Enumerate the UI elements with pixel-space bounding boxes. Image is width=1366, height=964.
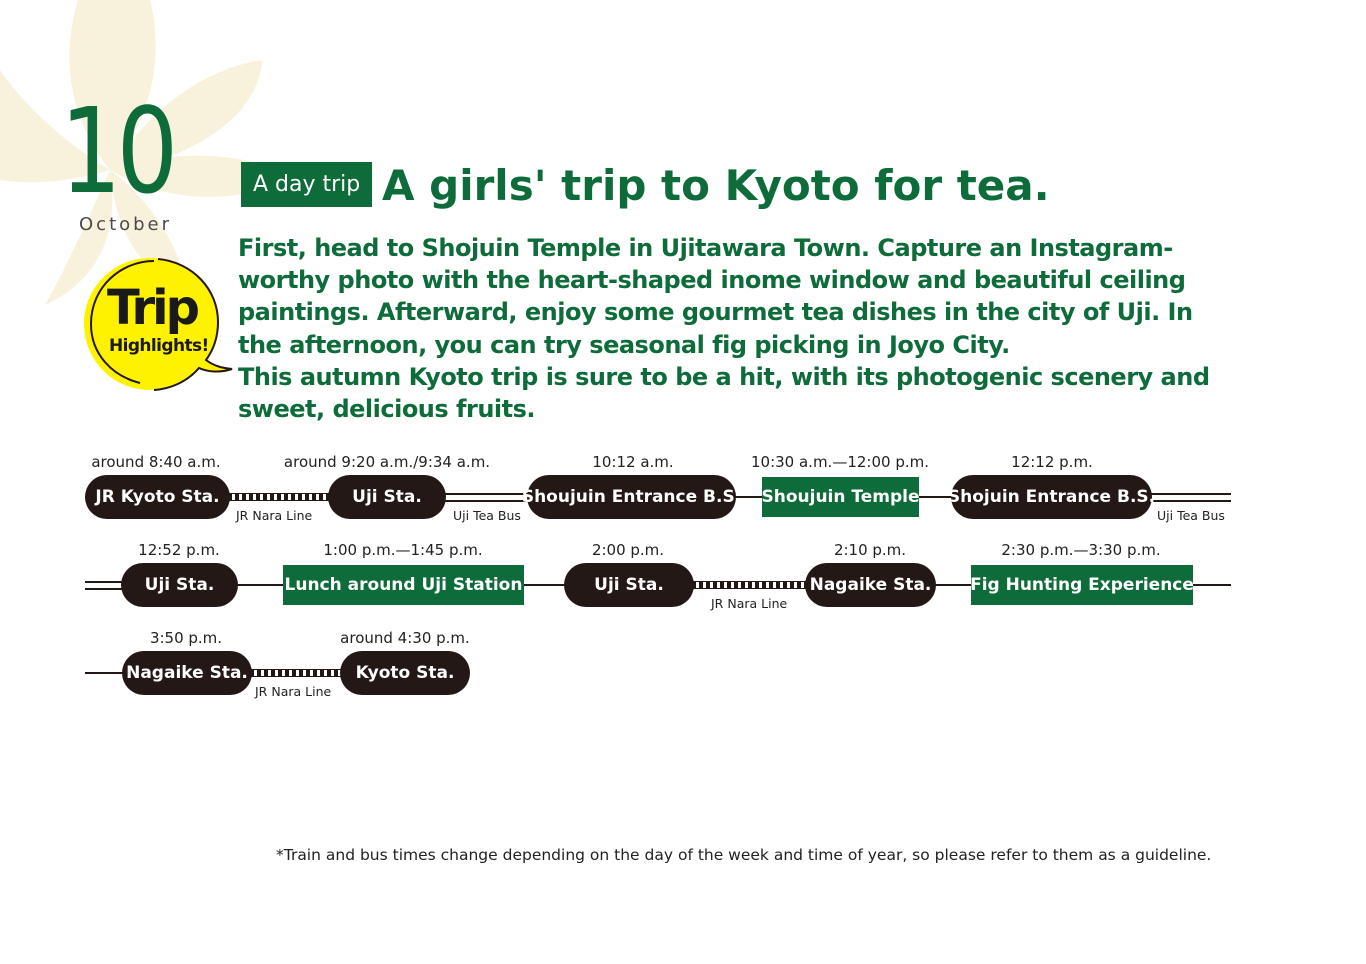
stop-time: 10:12 a.m. bbox=[592, 453, 674, 471]
stop-time: 2:10 p.m. bbox=[833, 541, 907, 559]
date-month: October bbox=[79, 214, 173, 235]
rail-segment bbox=[692, 581, 807, 589]
date-day: 10 bbox=[60, 82, 174, 220]
walk-segment bbox=[85, 672, 125, 674]
transit-line-label: JR Nara Line bbox=[255, 684, 332, 699]
stop-time: 10:30 a.m.—12:00 p.m. bbox=[750, 453, 930, 471]
stop-time: 12:12 p.m. bbox=[1011, 453, 1093, 471]
stop-time: around 4:30 p.m. bbox=[340, 629, 470, 647]
station-pill: Uji Sta. bbox=[121, 563, 238, 607]
station-pill: Shojuin Entrance B.S. bbox=[951, 475, 1152, 519]
transit-line-label: JR Nara Line bbox=[236, 508, 313, 523]
stop-time: 2:00 p.m. bbox=[591, 541, 665, 559]
bus-segment bbox=[1150, 493, 1231, 502]
intro-text bbox=[238, 232, 1238, 425]
station-pill: Shoujuin Entrance B.S. bbox=[527, 475, 736, 519]
station-pill: Kyoto Sta. bbox=[340, 651, 470, 695]
activity-box: Lunch around Uji Station bbox=[283, 565, 524, 605]
walk-segment bbox=[523, 584, 567, 586]
activity-box: Shoujuin Temple bbox=[762, 477, 919, 517]
transit-line-label: Uji Tea Bus bbox=[453, 508, 521, 523]
station-pill: Nagaike Sta. bbox=[805, 563, 936, 607]
walk-segment bbox=[1192, 584, 1231, 586]
station-pill: Nagaike Sta. bbox=[122, 651, 252, 695]
transit-line-label: Uji Tea Bus bbox=[1157, 508, 1225, 523]
rail-segment bbox=[250, 669, 344, 677]
day-trip-tag: A day trip bbox=[241, 162, 372, 207]
walk-segment bbox=[236, 584, 284, 586]
page-title: A girls' trip to Kyoto for tea. bbox=[382, 161, 1050, 210]
activity-box: Fig Hunting Experience bbox=[971, 565, 1193, 605]
badge-highlights-text: Highlights! bbox=[109, 336, 209, 356]
footnote: *Train and bus times change depending on the day of the week and time of year, so please refer to them as a guideline. bbox=[276, 846, 1212, 864]
intro-paragraph-2: This autumn Kyoto trip is sure to be a hit, with its photogenic scenery and sweet, delicious fruits. bbox=[238, 362, 1210, 424]
station-pill: JR Kyoto Sta. bbox=[85, 475, 230, 519]
transit-line-label: JR Nara Line bbox=[711, 596, 788, 611]
stop-time: 3:50 p.m. bbox=[149, 629, 223, 647]
stop-time: around 9:20 a.m./9:34 a.m. bbox=[283, 453, 491, 471]
intro-paragraph-1: First, head to Shojuin Temple in Ujitawara Town. Capture an Instagram-worthy photo with the heart-shaped inome window and beautiful ceiling paintings. Afterward, enjoy some gourmet tea dishes in the city of Uji. In the afternoon, you can try seasonal fig picking in Joyo City. bbox=[238, 234, 1193, 359]
bus-segment bbox=[444, 493, 530, 502]
station-pill: Uji Sta. bbox=[564, 563, 694, 607]
stop-time: 2:30 p.m.—3:30 p.m. bbox=[1001, 541, 1161, 559]
bus-segment bbox=[85, 581, 125, 590]
stop-time: 1:00 p.m.—1:45 p.m. bbox=[323, 541, 483, 559]
stop-time: around 8:40 a.m. bbox=[91, 453, 221, 471]
stop-time: 12:52 p.m. bbox=[138, 541, 220, 559]
station-pill: Uji Sta. bbox=[328, 475, 446, 519]
rail-segment bbox=[228, 493, 330, 501]
walk-segment bbox=[934, 584, 972, 586]
badge-trip-text: Trip bbox=[107, 280, 197, 336]
